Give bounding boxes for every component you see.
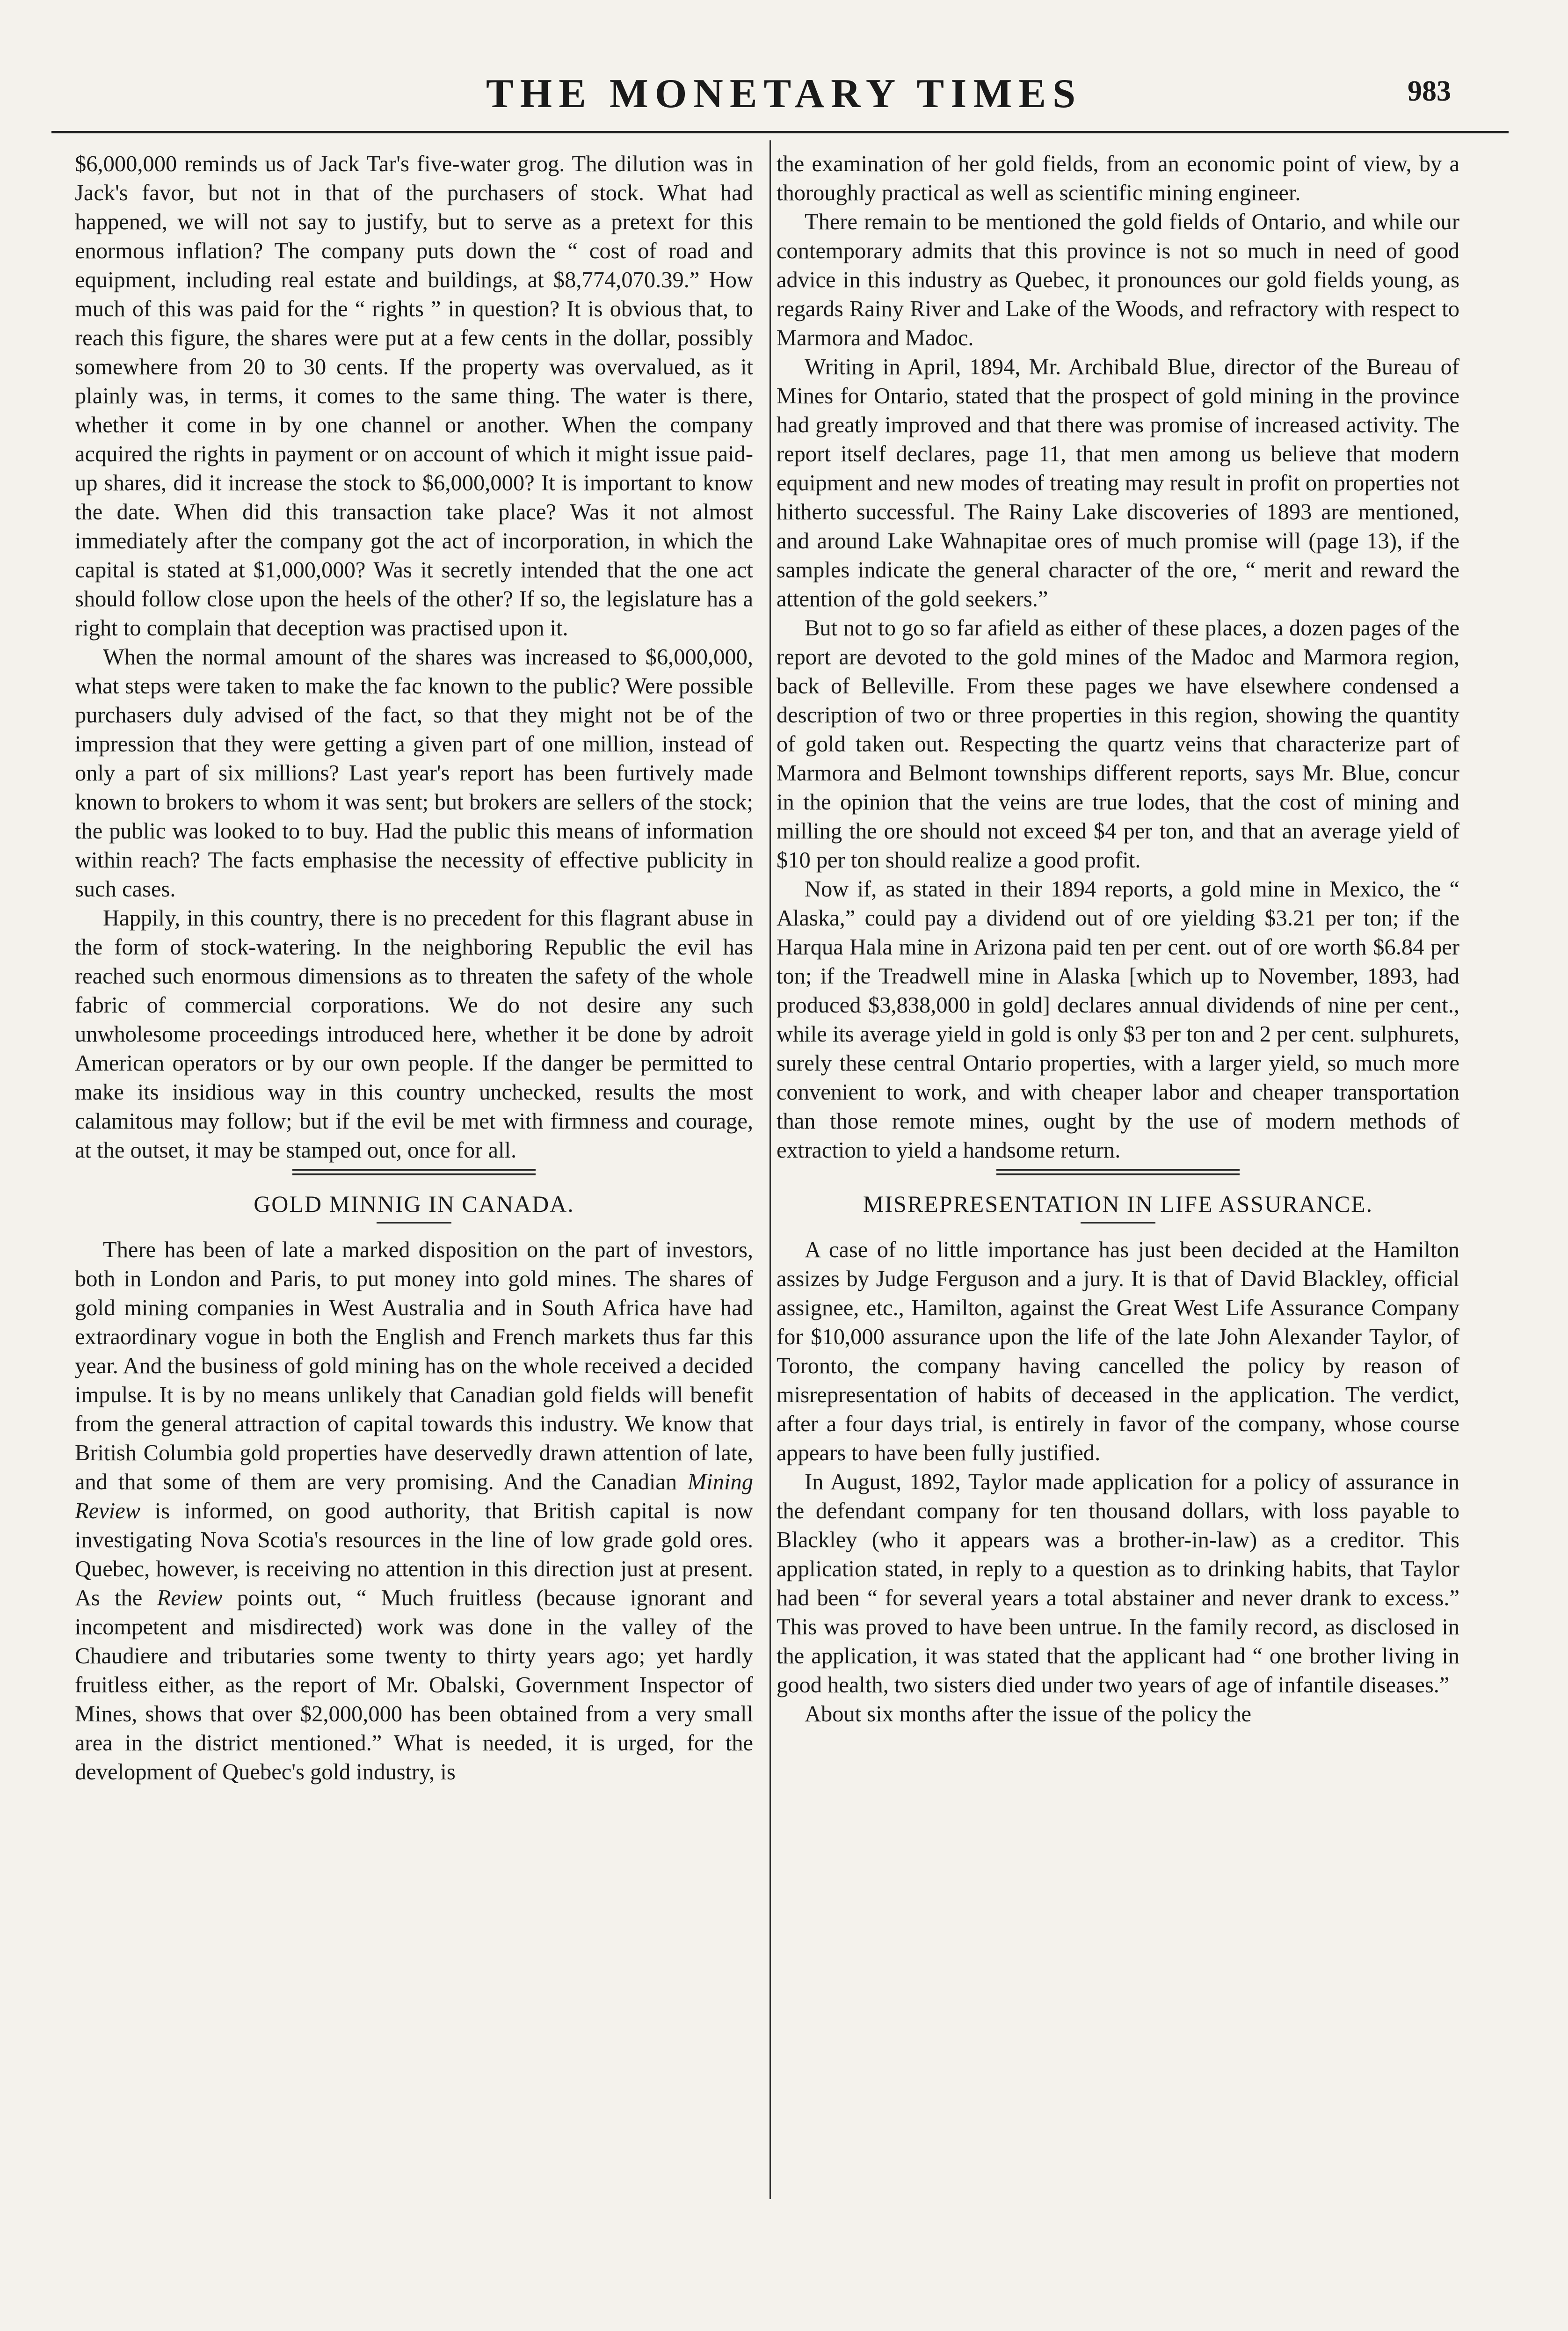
text-run: is informed, on good authority, that British capital is now investigating Nova Scotia's resources in the line of low grade gold ores. Quebec, however, is receiving no attention in this direction just at present. As the (75, 1499, 754, 1610)
paragraph: Happily, in this country, there is no precedent for this flagrant abuse in the form of stock-watering. In the neighboring Republic the evil has reached such enormous dimensions as to threaten the safety of the whole fabric of commercial corporations. We do not desire any such unwholesome proceedings introduced here, whether it be done by adroit American operators or by our own people. If the danger be permitted to make its insidious way in this country unchecked, results the most calamitous may follow; but if the evil be met with firmness and courage, at the outset, it may be stamped out, once for all. (75, 906, 753, 1163)
publication-title: THE MONETARY TIMES (486, 71, 1082, 117)
text-run: points out, “ Much fruitless (because ignorant and incompetent and misdirected) work was done in the valley of the Chaudiere and tributaries some twenty to thirty years ago; yet hardly fruitless either, as the report of Mr. Obalski, Government Inspector of Mines, shows that over $2,000,000 has been obtained from a very small area in the district mentioned.” What is needed, it is urged, for the development of Quebec's gold industry, is (75, 1586, 754, 1785)
section-separator (996, 1169, 1240, 1179)
paragraph: There remain to be mentioned the gold fields of Ontario, and while our contemporary admits that this province is not so much in need of good advice in this industry as Quebec, it pronounces our gold fields young, as regards Rainy River and Lake of the Woods, and refractory with respect to Marmora and Madoc. (777, 210, 1459, 350)
paragraph: Writing in April, 1894, Mr. Archibald Blue, director of the Bureau of Mines for Ontario, stated that the prospect of gold mining in the province had greatly improved and that there was promise of increased activity. The report itself declares, page 11, that men among us believe that modern equipment and new modes of treating may result in profit on properties not hitherto successful. The Rainy Lake discoveries of 1893 are mentioned, and around Lake Wahnapitae ores of much promise will (page 13), if the samples indicate the general character of the ore, “ merit and reward the attention of the gold seekers.” (777, 355, 1459, 612)
paragraph: When the normal amount of the shares was increased to $6,000,000, what steps were taken to make the fac known to the public? Were possible purchasers duly advised of the fact, so that they might not be of the impression that they were getting a given part of one million, instead of only a part of six millions? Last year's report has been furtively made known to brokers to whom it was sent; but brokers are sellers of the stock; the public was looked to to buy. Had the public this means of information within reach? The facts emphasise the necessity of effective publicity in such cases. (75, 645, 753, 902)
header-rule (51, 131, 1509, 133)
paragraph: About six months after the issue of the policy the (805, 1702, 1252, 1726)
italic-text: Review (157, 1586, 223, 1610)
masthead (0, 70, 1568, 122)
paragraph: But not to go so far afield as either of these places, a dozen pages of the report are devoted to the gold mines of the Madoc and Marmora region, back of Belleville. From these pages we have elsewhere condensed a description of two or three properties in this region, showing the quantity of gold taken out. Respecting the quartz veins that characterize part of Marmora and Belmont townships different reports, says Mr. Blue, concur in the opinion that the veins are true lodes, that the cost of mining and milling the ore should not exceed $4 per ton, and that an average yield of $10 per ton should realize a good profit. (777, 616, 1459, 873)
italic-text: Mining Review (75, 1470, 754, 1523)
paragraph: the examination of her gold fields, from an economic point of view, by a thoroughly practical as well as scientific mining engineer. (777, 152, 1459, 205)
section-heading: MISREPRESENTATION IN LIFE ASSURANCE. (863, 1191, 1373, 1217)
right-column (777, 150, 1459, 1729)
column-divider (769, 140, 771, 2199)
paragraph: In August, 1892, Taylor made application for a policy of assurance in the defendant company for ten thousand dollars, with loss payable to Blackley (who it appears was a brother-in-law) as a creditor. This application stated, in reply to a question as to drinking habits, that Taylor had been “ for several years a total abstainer and never drank to excess.” This was proved to have been untrue. In the family record, as disclosed in the application, it was stated that the applicant had “ one brother living in good health, two sisters died under two years of age of infantile diseases.” (777, 1470, 1459, 1697)
section-heading: GOLD MINNIG IN CANADA. (254, 1191, 574, 1217)
paragraph: A case of no little importance has just been decided at the Hamilton assizes by Judge Ferguson and a jury. It is that of David Blackley, official assignee, etc., Hamilton, against the Great West Life Assurance Company for $10,000 assurance upon the life of the late John Alexander Taylor, of Toronto, the company having cancelled the policy by reason of misrepresentation of habits of deceased in the application. The verdict, after a four days trial, is entirely in favor of the company, whose course appears to have been fully justified. (777, 1238, 1459, 1465)
left-column (75, 150, 753, 1787)
page-number: 983 (1408, 75, 1451, 107)
section-separator (292, 1169, 536, 1179)
paragraph: Now if, as stated in their 1894 reports, a gold mine in Mexico, the “ Alaska,” could pay a dividend out of ore yielding $3.21 per ton; if the Harqua Hala mine in Arizona paid ten per cent. out of ore worth $6.84 per ton; if the Treadwell mine in Alaska [which up to November, 1893, had produced $3,838,000 in gold] declares annual dividends of nine per cent., while its average yield in gold is only $3 per ton and 2 per cent. sulphurets, surely these central Ontario properties, with a larger yield, so much more convenient to work, and with cheaper labor and cheaper transportation than those remote mines, ought by the use of modern methods of extraction to yield a handsome return. (777, 877, 1459, 1163)
heading-underline (1081, 1222, 1155, 1224)
paragraph: $6,000,000 reminds us of Jack Tar's five-water grog. The dilution was in Jack's favor, but not in that of the purchasers of stock. What had happened, we will not say to justify, but to serve as a pretext for this enormous inflation? The company puts down the “ cost of road and equipment, including real estate and buildings, at $8,774,070.39.” How much of this was paid for the “ rights ” in question? It is obvious that, to reach this figure, the shares were put at a few cents in the dollar, possibly somewhere from 20 to 30 cents. If the property was overvalued, as it plainly was, in terms, it comes to the same thing. The water is there, whether it come in by one channel or another. When the company acquired the rights in payment or on account of which it might issue paid-up shares, did it increase the stock to $6,000,000? It is important to know the date. When did this transaction take place? Was it not almost immediately after the company got the act of incorporation, in which the capital is stated at $1,000,000? Was it secretly intended that the one act should follow close upon the heels of the other? If so, the legislature has a right to complain that deception was practised upon it. (75, 152, 753, 641)
text-run: There has been of late a marked disposition on the part of investors, both in London and Paris, to put money into gold mines. The shares of gold mining companies in West Australia and in South Africa have had extraordinary vogue in both the English and French markets thus far this year. And the business of gold mining has on the whole received a decided impulse. It is by no means unlikely that Canadian gold fields will benefit from the general attraction of capital towards this industry. We know that British Columbia gold properties have deservedly drawn attention of late, and that some of them are very promising. And the Canadian (75, 1238, 753, 1494)
heading-underline (377, 1222, 451, 1224)
paragraph (75, 1236, 753, 1787)
